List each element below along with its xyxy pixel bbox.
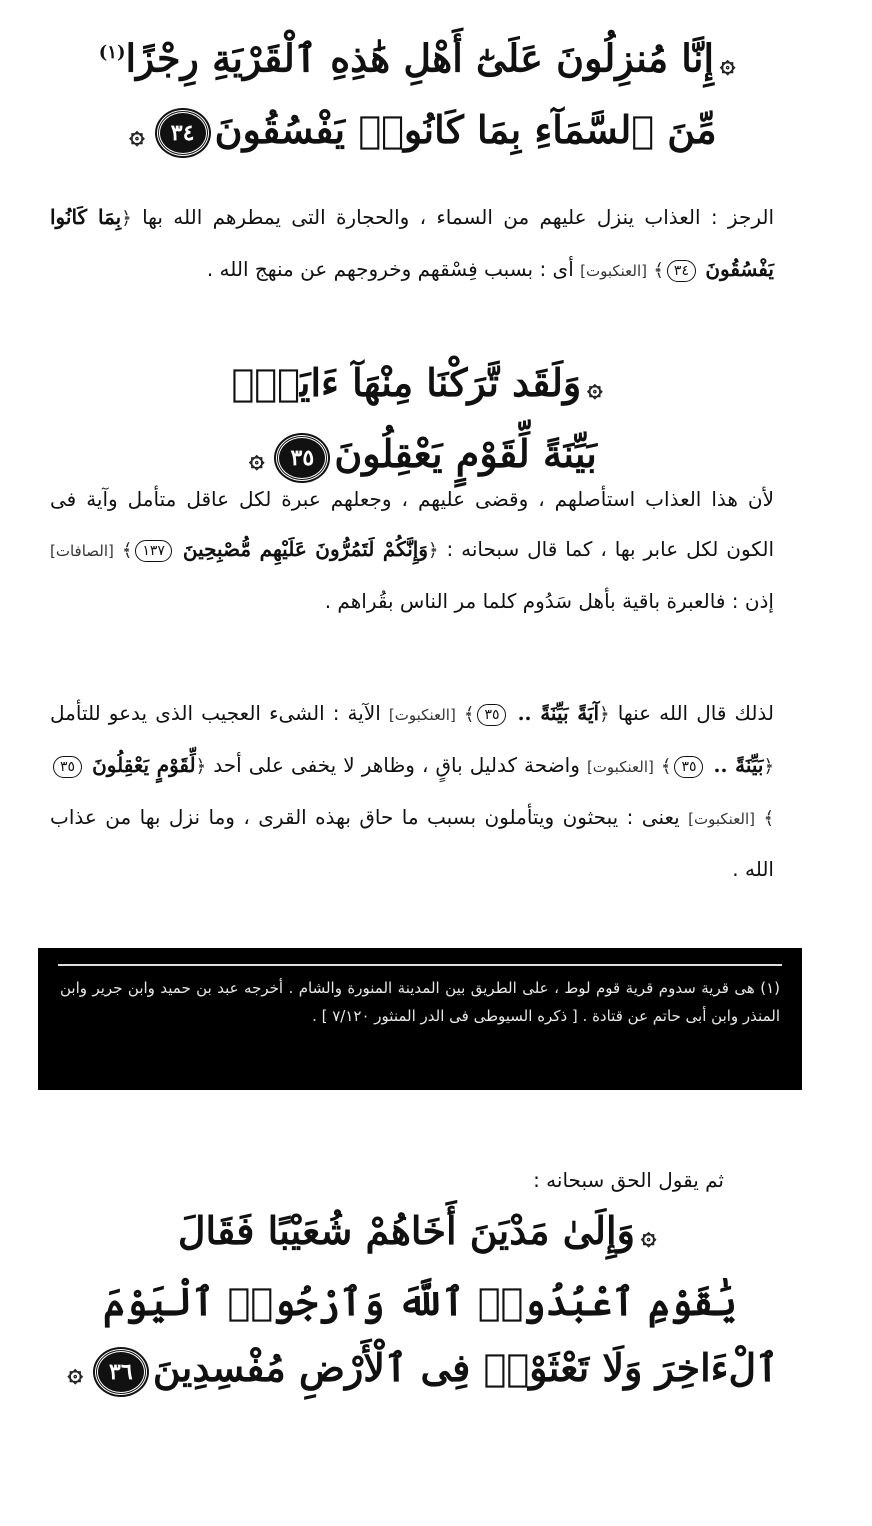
verse-34-line-1: ۞إِنَّا مُنزِلُونَ عَلَىٰٓ أَهْلِ هَٰذِهِ ٱلْقَرْيَةِ رِجْزًا$^{(١)}$: [40, 20, 800, 97]
verse-35-line-2: بَيِّنَةً لِّقَوْمٍ يَعْقِلُونَ٣٥۞: [40, 421, 800, 492]
ayah-number-badge: ٣٤: [157, 110, 209, 156]
verse-close-ornament-icon: ۞: [129, 119, 145, 150]
verse-34-block: [40, 20, 800, 168]
quoted-verse: بِمَا كَانُوا يَفْسُقُونَ: [50, 205, 774, 281]
verse-close-ornament-icon: ۞: [67, 1358, 83, 1388]
commentary-paragraph-3: لذلك قال الله عنها ﴿آيَةً بَيِّنَةً .. ٣٥﴾ [العنكبوت] الآية : الشىء العجيب الذى يدعو للتأمل ﴿بَيِّنَةً .. ٣٥﴾ [العنكبوت] واضحة كدليل باقٍ ، وظاهر لا يخفى على أحد ﴿لِّقَوْمٍ يَعْقِلُونَ ٣٥﴾ [العنكبوت] يعنى : يبحثون ويتأملون بسبب ما حاق بهذه القرى ، وما نزل بها من عذاب الله .: [50, 701, 775, 881]
intro-line: ثم يقول الحق سبحانه :: [533, 1168, 724, 1192]
verse-36-line-1: ۞وَإِلَىٰ مَدْيَنَ أَخَاهُمْ شُعَيْبًا فَقَالَ: [40, 1198, 800, 1269]
verse-36-block: [40, 1198, 800, 1406]
footnote-box: [38, 948, 802, 1090]
ayah-number-badge: ٣٥: [276, 435, 328, 481]
commentary-paragraph-2: لأن هذا العذاب استأصلهم ، وقضى عليهم ، وجعلهم عبرة لكل عاقل متأمل وآية فى الكون لكل عابر بها ، كما قال سبحانه : ﴿وَإِنَّكُمْ لَتَمُرُّونَ عَلَيْهِم مُّصْبِحِينَ ١٣٧﴾ [الصافات] إذن : فالعبرة باقية بأهل سَدُوم كلما مر الناس بقُراهم .: [50, 487, 774, 613]
verse-35-block: [40, 350, 800, 492]
verse-36-line-3: ٱلْءَاخِرَ وَلَا تَعْثَوْا۟ فِى ٱلْأَرْضِ مُفْسِدِينَ٣٦۞: [40, 1335, 800, 1406]
surah-reference: [العنكبوت]: [580, 262, 648, 280]
verse-open-ornament-icon: ۞: [587, 373, 603, 403]
ayah-ref-number: ٣٥: [53, 756, 82, 778]
ayah-ref-number: ٣٥: [674, 756, 703, 778]
ayah-ref-number: ٣٥: [477, 704, 506, 726]
quoted-verse: آيَةً بَيِّنَةً ..: [517, 701, 600, 725]
verse-open-ornament-icon: ۞: [640, 1221, 657, 1251]
ayah-number-badge: ٣٦: [95, 1349, 147, 1395]
ayah-ref-number: ٣٤: [667, 260, 696, 282]
quoted-verse: وَإِنَّكُمْ لَتَمُرُّونَ عَلَيْهِم مُّصْبِحِينَ: [182, 537, 429, 561]
surah-reference: [العنكبوت]: [586, 758, 654, 776]
surah-reference: [العنكبوت]: [688, 810, 756, 828]
verse-34-line-2: مِّنَ ٱلسَّمَآءِ بِمَا كَانُوا۟ يَفْسُقُونَ٣٤۞: [40, 97, 800, 168]
quoted-verse: بَيِّنَةً ..: [713, 753, 764, 777]
surah-reference: [العنكبوت]: [388, 706, 456, 724]
commentary-paragraph-1: الرجز : العذاب ينزل عليهم من السماء ، والحجارة التى يمطرهم الله بها ﴿بِمَا كَانُوا يَفْسُقُونَ ٣٤﴾ [العنكبوت] أى : بسبب فِسْقهم وخروجهم عن منهج الله .: [50, 205, 775, 281]
quoted-verse: لِّقَوْمٍ يَعْقِلُونَ: [92, 753, 196, 777]
footnote-marker: (١): [98, 42, 126, 63]
verse-36-line-2: يَٰقَوْمِ ٱعْبُدُوا۟ ٱللَّهَ وَٱرْجُوا۟ ٱلْيَوْمَ: [103, 1279, 737, 1324]
footnote-divider: [58, 964, 782, 966]
surah-reference: [الصافات]: [50, 542, 114, 560]
verse-close-ornament-icon: ۞: [249, 444, 265, 474]
ayah-ref-number: ١٣٧: [135, 540, 172, 562]
verse-open-ornament-icon: ۞: [720, 48, 736, 79]
verse-35-line-1: ۞وَلَقَد تَّرَكْنَا مِنْهَآ ءَايَةًۢ: [40, 350, 800, 421]
footnote-text: (١) هى قرية سدوم قرية قوم لوط ، على الطريق بين المدينة المنورة والشام . أخرجه عبد بن حميد وابن جرير وابن المنذر وابن أبى حاتم عن قتادة . [ ذكره السيوطى فى الدر المنثور ٧/١٢٠ ] .: [60, 979, 780, 1025]
